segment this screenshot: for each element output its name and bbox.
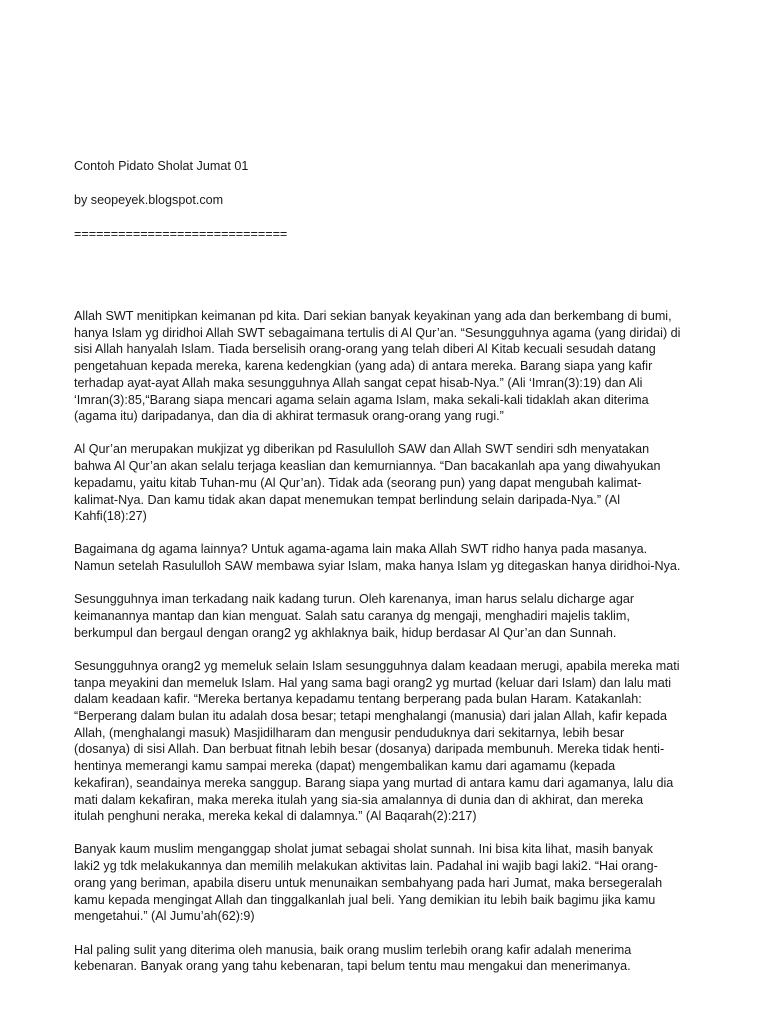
text-line: laki2 yg tdk melakukannya dan memilih melakukan aktivitas lain. Padahal ini wajib bagi laki2. “Hai orang- <box>74 859 658 874</box>
text-line: kamu kepada mengingat Allah dan tinggalkanlah jual beli. Yang demikian itu lebih baik bagimu jika kamu <box>74 892 656 907</box>
text-line: bahwa Al Qur’an akan selalu terjaga keaslian dan kemurniannya. “Dan bacakanlah apa yang diwahyukan <box>74 459 661 474</box>
text-line: (dosanya) di sisi Allah. Dan berbuat fitnah lebih besar (dosanya) daripada membunuh. Mereka tidak henti- <box>74 742 665 757</box>
text-line: Bagaimana dg agama lainnya? Untuk agama-agama lain maka Allah SWT ridho hanya pada masanya. <box>74 542 648 557</box>
text-line: sisi Allah hanyalah Islam. Tiada berselisih orang-orang yang telah diberi Al Kitab kecuali sesudah datang <box>74 342 656 357</box>
separator-line: ============================= <box>74 227 288 241</box>
text-line: kekafiran), seandainya mereka sanggup. Barang siapa yang murtad di antara kamu dari agamanya, lalu dia <box>74 775 674 790</box>
text-line: Sesungguhnya iman terkadang naik kadang turun. Oleh karenanya, iman harus selalu dicharge agar <box>74 592 635 607</box>
text-line: hanya Islam yg diridhoi Allah SWT sebagaimana tertulis di Al Qur’an. “Sesungguhnya agama (yang diridai) di <box>74 325 681 340</box>
text-line: mati dalam kekafiran, maka mereka itulah yang sia-sia amalannya di dunia dan di akhirat, dan mereka <box>74 792 644 807</box>
document-title: Contoh Pidato Sholat Jumat 01 <box>74 159 249 173</box>
text-line: mengetahui.” (Al Jumu’ah(62):9) <box>74 909 255 924</box>
text-line: tanpa meyakini dan memeluk Islam. Hal yang sama bagi orang2 yg murtad (keluar dari Islam) dan lalu mati <box>74 675 672 690</box>
paragraph-7 <box>74 942 698 975</box>
text-line: keimanannya mantap dan kian menguat. Salah satu caranya dg mengaji, menghadiri majelis taklim, <box>74 609 630 624</box>
text-line: Allah SWT menitipkan keimanan pd kita. Dari sekian banyak keyakinan yang ada dan berkembang di bumi, <box>74 309 672 323</box>
document-page <box>74 152 698 975</box>
text-line: berkumpul dan bergaul dengan orang2 yg akhlaknya baik, hidup berdasar Al Qur’an dan Sunnah. <box>74 625 617 640</box>
paragraph-1 <box>74 308 698 425</box>
paragraph-6 <box>74 841 698 925</box>
text-line: Banyak kaum muslim menganggap sholat jumat sebagai sholat sunnah. Ini bisa kita lihat, masih banyak <box>74 842 653 857</box>
text-line: (agama itu) daripadanya, dan dia di akhirat termasuk orang-orang yang rugi.” <box>74 409 504 424</box>
paragraph-4 <box>74 591 698 641</box>
document-byline: by seopeyek.blogspot.com <box>74 193 224 207</box>
paragraph-5 <box>74 658 698 825</box>
paragraph-3 <box>74 541 698 574</box>
text-line: kalimat-Nya. Dan kamu tidak akan dapat menemukan tempat berlindung selain daripada-Nya.” (Al <box>74 492 621 507</box>
text-line: kepadamu, yaitu kitab Tuhan-mu (Al Qur’an). Tidak ada (seorang pun) yang dapat mengubah kalimat- <box>74 475 642 490</box>
text-line: Al Qur’an merupakan mukjizat yg diberikan pd Rasululloh SAW dan Allah SWT sendiri sdh menyatakan <box>74 442 650 457</box>
text-line: dalam keadaan kafir. “Mereka bertanya kepadamu tentang berperang pada bulan Haram. Katakanlah: <box>74 692 642 707</box>
text-line: kebenaran. Banyak orang yang tahu kebenaran, tapi belum tentu mau mengakui dan menerimanya. <box>74 959 631 974</box>
text-line: Hal paling sulit yang diterima oleh manusia, baik orang muslim terlebih orang kafir adalah menerima <box>74 942 632 957</box>
text-line: Kahfi(18):27) <box>74 509 147 524</box>
text-line: orang yang beriman, apabila diseru untuk menunaikan sembahyang pada hari Jumat, maka bersegeralah <box>74 875 663 890</box>
text-line: Namun setelah Rasululloh SAW membawa syiar Islam, maka hanya Islam yg ditegaskan hanya diridhoi-Nya. <box>74 559 681 574</box>
text-line: Allah, (menghalangi masuk) Masjidilharam dan mengusir penduduknya dari sekitarnya, lebih besar <box>74 725 625 740</box>
text-line: hentinya memerangi kamu sampai mereka (dapat) mengembalikan kamu dari agamamu (kepada <box>74 759 616 774</box>
paragraph-2 <box>74 441 698 525</box>
text-line: ‘Imran(3):85,“Barang siapa mencari agama selain agama Islam, maka sekali-kali tidaklah akan diterima <box>74 392 649 407</box>
text-line: pengetahuan kepada mereka, karena kedengkian (yang ada) di antara mereka. Barang siapa yang kafir <box>74 359 653 374</box>
text-line: terhadap ayat-ayat Allah maka sesungguhnya Allah sangat cepat hisab-Nya.” (Ali ‘Imran(3):19) dan Ali <box>74 375 643 390</box>
text-line: itulah penghuni neraka, mereka kekal di dalamnya.” (Al Baqarah(2):217) <box>74 809 477 824</box>
text-line: Sesungguhnya orang2 yg memeluk selain Islam sesungguhnya dalam keadaan merugi, apabila mereka mati <box>74 658 680 673</box>
text-line: “Berperang dalam bulan itu adalah dosa besar; tetapi menghalangi (manusia) dari jalan Allah, kafir kepada <box>74 709 667 724</box>
